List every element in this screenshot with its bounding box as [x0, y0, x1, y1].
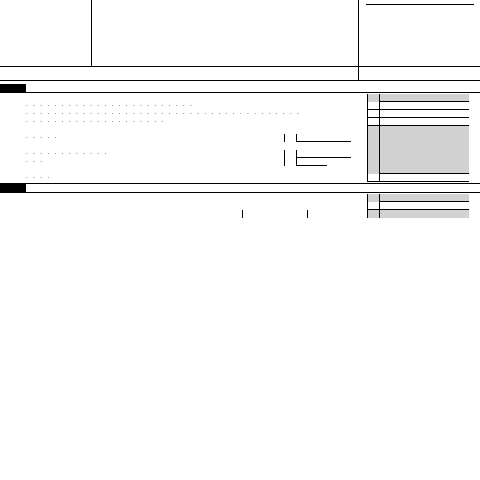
line-6 — [0, 158, 480, 166]
line-8 — [0, 194, 480, 210]
line-1-amount[interactable] — [379, 102, 469, 110]
part2-tag — [0, 184, 26, 192]
line-7-amount[interactable] — [379, 174, 469, 182]
line-4 — [0, 134, 480, 142]
part1-tag — [0, 84, 26, 92]
line-6-amount[interactable] — [297, 158, 327, 166]
box-label-4 — [284, 134, 297, 142]
daycare-note — [0, 126, 480, 134]
column-header-row — [0, 210, 480, 218]
line-2-amount[interactable] — [379, 110, 469, 118]
form-id-block — [4, 0, 92, 67]
line-4-amount[interactable] — [297, 134, 351, 142]
line-1 — [0, 94, 480, 110]
box-label-2 — [367, 110, 379, 118]
line-2 — [0, 110, 480, 118]
box-label-3 — [367, 118, 379, 126]
line-text: . . . . . . . . . . . . . . . . . . . . — [26, 118, 166, 124]
line-text: . . . . . . . . . . . . . . . . . . . . . . . . . . . . . . . . . . . . . . . — [26, 110, 301, 116]
omb-number — [366, 2, 474, 5]
line-5-amount[interactable] — [297, 150, 351, 158]
part2-header — [0, 183, 480, 193]
box-label-7 — [367, 174, 379, 182]
line-3 — [0, 118, 480, 126]
ssn-field[interactable] — [358, 67, 362, 81]
box-label-1 — [367, 102, 379, 110]
line-8-amount[interactable] — [379, 202, 469, 210]
line-text: . . . . . . . . . . . . — [26, 149, 109, 156]
box-label-8 — [367, 202, 379, 210]
line-3-amount[interactable] — [379, 118, 469, 126]
form-year-block — [358, 0, 480, 67]
box-label-5 — [284, 150, 297, 158]
form-title-block — [92, 0, 358, 67]
part1-header — [0, 84, 480, 93]
box-label-6 — [284, 158, 297, 166]
line-5 — [0, 142, 480, 158]
line-text: . . . . — [26, 173, 51, 180]
name-row — [0, 67, 480, 81]
line-text: . . . . . — [26, 134, 59, 140]
form-header — [0, 0, 480, 67]
line-text: . . . — [26, 158, 44, 164]
line-text: . . . . . . . . . . . . . . . . . . . . . . . . — [26, 101, 194, 108]
line-7 — [0, 166, 480, 182]
